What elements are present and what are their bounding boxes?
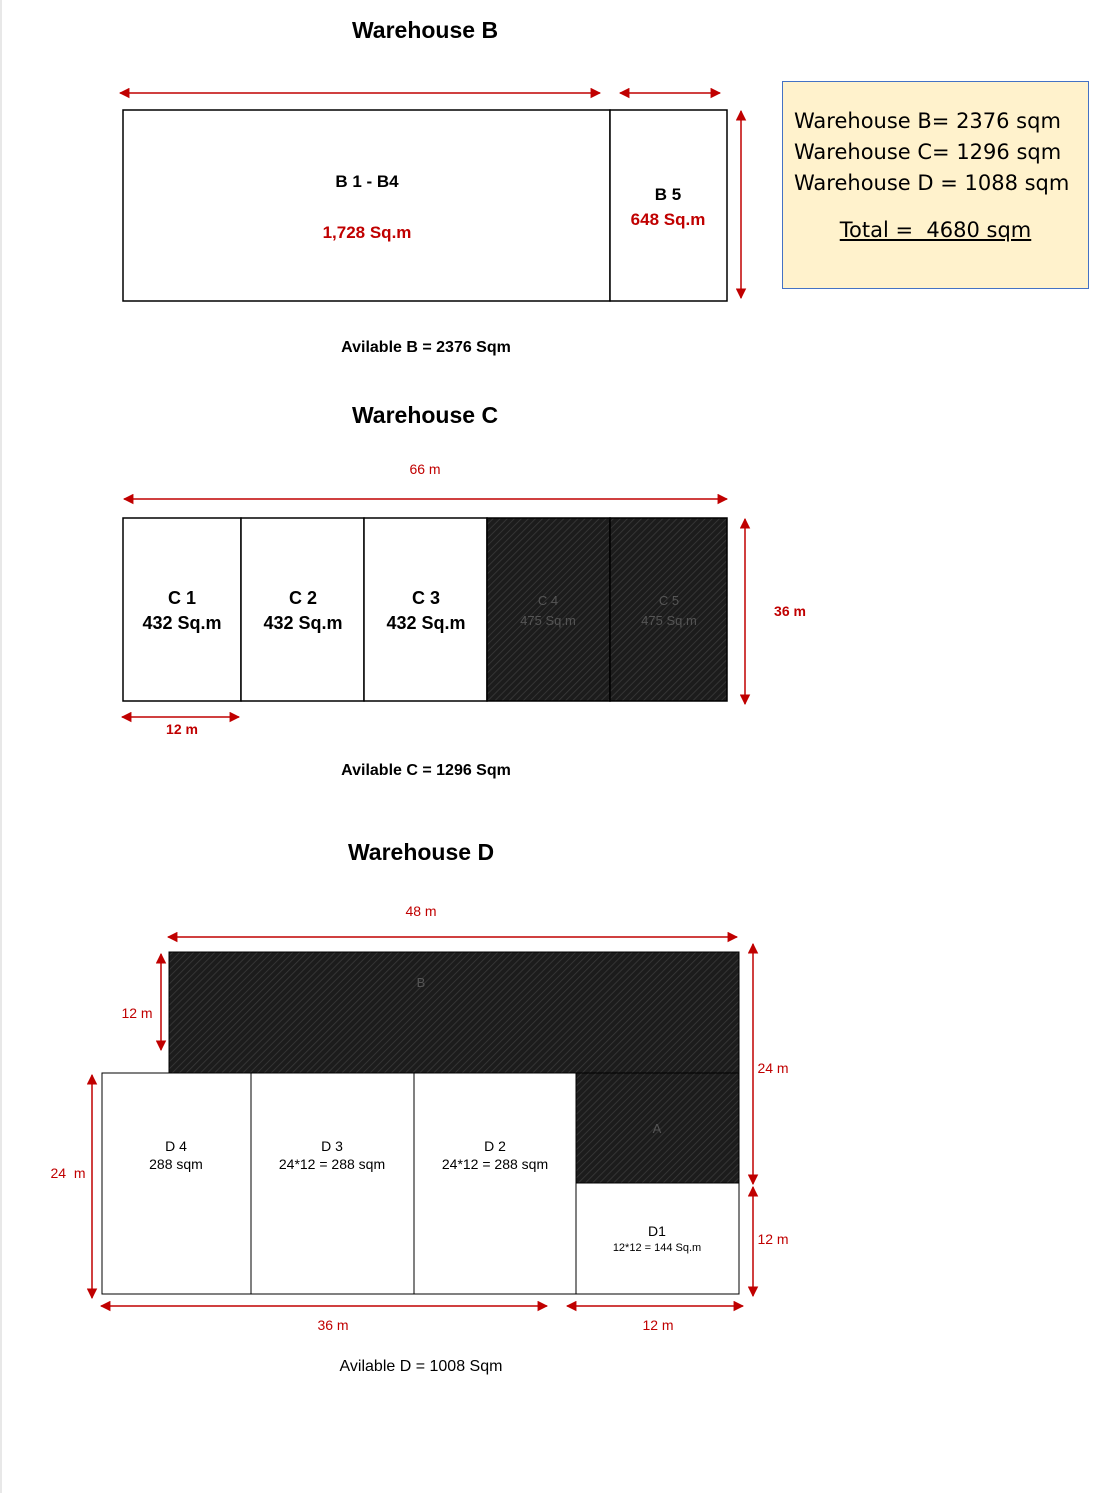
d2-label: D 2 bbox=[484, 1138, 506, 1154]
summary-total: Total = 4680 sqm bbox=[839, 218, 1032, 242]
warehouse-d-available: Avilable D = 1008 Sqm bbox=[339, 1358, 503, 1375]
summary-box bbox=[782, 81, 1089, 289]
d4-label: D 4 bbox=[165, 1138, 187, 1154]
d1-depth-label: 12 m bbox=[757, 1231, 789, 1247]
b5-label: B 5 bbox=[654, 185, 682, 204]
c1-label: C 1 bbox=[167, 588, 197, 608]
d-bottom-left-label: 36 m bbox=[317, 1317, 349, 1333]
b5-area: 648 Sq.m bbox=[630, 210, 706, 229]
c4-label: C 4 bbox=[537, 593, 559, 608]
warehouse-c-section-c2 bbox=[241, 518, 364, 701]
c1-area: 432 Sq.m bbox=[142, 613, 222, 633]
d-right-depth-label: 24 m bbox=[757, 1060, 789, 1076]
c5-label: C 5 bbox=[658, 593, 680, 608]
warehouse-b-available: Avilable B = 2376 Sqm bbox=[341, 339, 511, 356]
b1-b4-area: 1,728 Sq.m bbox=[322, 223, 412, 242]
d-top-depth-label: 12 m bbox=[121, 1005, 153, 1021]
d4-area: 288 sqm bbox=[149, 1156, 203, 1172]
summary-warehouse-c: Warehouse C= 1296 sqm bbox=[794, 140, 1062, 164]
d1-area: 12*12 = 144 Sq.m bbox=[612, 1242, 702, 1254]
c2-label: C 2 bbox=[288, 588, 318, 608]
d-block-b-label: B bbox=[416, 975, 426, 990]
d-top-width-label: 48 m bbox=[405, 903, 437, 919]
d3-area: 24*12 = 288 sqm bbox=[278, 1156, 386, 1172]
warehouse-c-section-c5 bbox=[610, 518, 727, 701]
d-bottom-right-label: 12 m bbox=[642, 1317, 674, 1333]
warehouse-d-section-d2 bbox=[414, 1073, 576, 1294]
c2-area: 432 Sq.m bbox=[263, 613, 343, 633]
warehouse-c-section-c3 bbox=[364, 518, 487, 701]
warehouse-c-title: Warehouse C bbox=[351, 402, 499, 428]
warehouse-d-block-b bbox=[169, 952, 739, 1073]
warehouse-b-section-b5 bbox=[610, 110, 727, 301]
c-depth-label: 36 m bbox=[774, 603, 806, 619]
summary-warehouse-d: Warehouse D = 1088 sqm bbox=[794, 171, 1070, 195]
d-left-depth-label: 24 m bbox=[50, 1165, 86, 1181]
warehouse-c-section-c4 bbox=[487, 518, 610, 701]
c-width-label: 66 m bbox=[409, 461, 441, 477]
warehouse-d-title: Warehouse D bbox=[347, 839, 495, 865]
c5-area: 475 Sq.m bbox=[641, 613, 697, 628]
warehouse-d-section-d3 bbox=[251, 1073, 414, 1294]
warehouse-b-title: Warehouse B bbox=[351, 17, 499, 43]
b1-b4-label: B 1 - B4 bbox=[335, 172, 399, 191]
warehouse-b-section-b1-b4 bbox=[123, 110, 610, 301]
d2-area: 24*12 = 288 sqm bbox=[441, 1156, 549, 1172]
d3-label: D 3 bbox=[321, 1138, 343, 1154]
warehouse-d-section-d4 bbox=[102, 1073, 251, 1294]
summary-warehouse-b: Warehouse B= 2376 sqm bbox=[794, 109, 1061, 133]
warehouse-c-section-c1 bbox=[123, 518, 241, 701]
d-block-a-label: A bbox=[652, 1121, 662, 1136]
d1-label: D1 bbox=[648, 1223, 666, 1239]
c3-label: C 3 bbox=[411, 588, 441, 608]
c3-area: 432 Sq.m bbox=[386, 613, 466, 633]
c4-area: 475 Sq.m bbox=[520, 613, 576, 628]
warehouse-c-available: Avilable C = 1296 Sqm bbox=[341, 762, 511, 779]
c-bay-width-label: 12 m bbox=[166, 721, 198, 737]
